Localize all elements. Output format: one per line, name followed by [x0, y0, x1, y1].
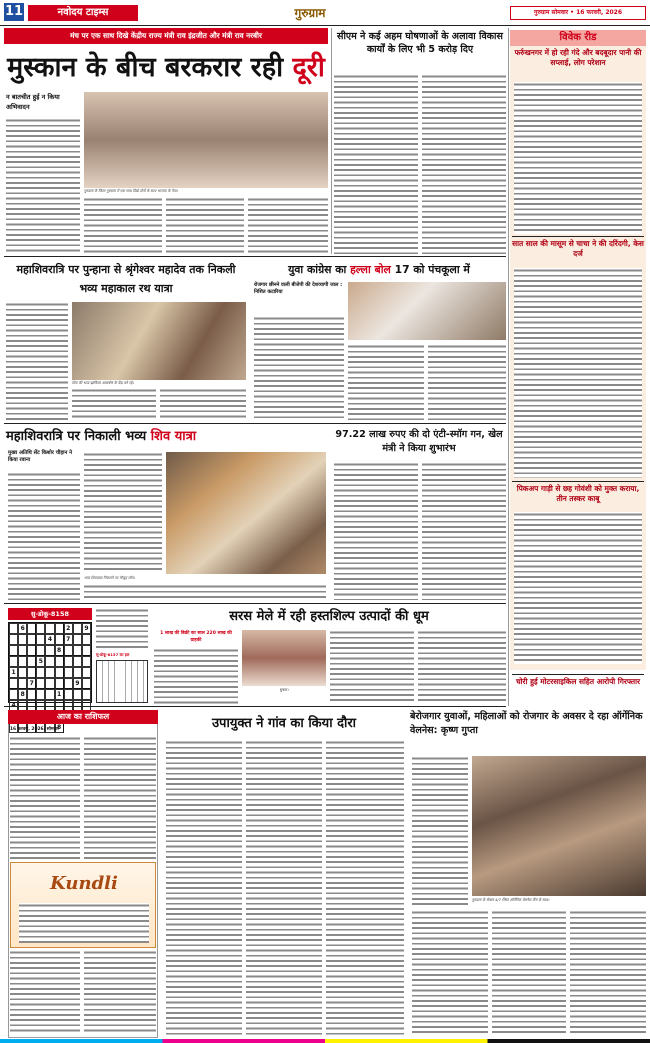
kundli-brand: Kundli	[50, 873, 118, 894]
sudoku-cell	[82, 645, 91, 656]
masthead-city: गुरुग्राम	[533, 9, 550, 16]
sudoku-cell	[55, 667, 64, 678]
horoscope-col3-text	[10, 950, 80, 1034]
minor-rule	[512, 236, 644, 237]
saras-photo-caption: सुषमा।	[279, 688, 289, 692]
sudoku-cell	[27, 656, 36, 667]
sudoku-cell	[18, 667, 27, 678]
shivyatra-headline-highlight: शिव यात्रा	[150, 429, 197, 444]
sudoku-cell	[45, 667, 54, 678]
lead-headline	[4, 46, 328, 90]
sudoku-cell	[9, 678, 18, 689]
saras-photo	[242, 630, 326, 686]
sudoku-cell	[55, 678, 64, 689]
sudoku-cell: 8	[55, 722, 64, 733]
sudoku-cell: 1	[9, 667, 18, 678]
sudoku-cell: 7	[27, 678, 36, 689]
sudoku-cell	[73, 623, 82, 634]
sudoku-cell	[82, 667, 91, 678]
upayukt-col2-text	[246, 740, 322, 1036]
sudoku-cell: 1	[55, 689, 64, 700]
sudoku-cell: 5	[36, 656, 45, 667]
saras-col2-text	[330, 630, 414, 704]
congress-headline-b: 17 को पंचकूला में	[390, 263, 470, 276]
shivyatra-photo	[166, 452, 326, 574]
employment-col1-text	[412, 756, 468, 906]
sudoku-cell	[82, 678, 91, 689]
shivyatra-headline	[6, 426, 326, 448]
top-banner: मंच पर एक साथ दिखे केंद्रीय राज्य मंत्री राव इंद्रजीत और मंत्री राव नरबीर	[4, 28, 328, 44]
pickup-text	[514, 512, 642, 664]
section-title: गुरुग्राम	[294, 6, 326, 20]
sudoku-rule	[4, 603, 506, 604]
sudoku-cell	[45, 678, 54, 689]
sudoku-cell	[36, 634, 45, 645]
shivyatra-col1-text	[8, 472, 80, 600]
sudoku-cell	[27, 623, 36, 634]
sudoku-cell	[73, 645, 82, 656]
employment-col4-text	[570, 910, 646, 1036]
sudoku-cell	[64, 667, 73, 678]
page-number: 11	[4, 4, 24, 19]
shivyatra-col2-text	[84, 452, 162, 572]
sudoku-cell	[64, 645, 73, 656]
sudoku-cell	[18, 678, 27, 689]
saras-col3-text	[418, 630, 506, 704]
sudoku-cell	[27, 667, 36, 678]
sudoku-cell	[82, 689, 91, 700]
lead-caption: गुरुग्राम के जिला गुरुग्राम में एक साथ दिखे दोनों के साथ भाजपा के नेता।	[84, 189, 178, 193]
congress-col2-text	[348, 344, 424, 420]
shivyatra-headline-text: महाशिवरात्रि पर निकाली भव्य	[6, 429, 151, 444]
shivyatra-col3-text	[84, 584, 326, 600]
lead-photo	[84, 92, 328, 188]
minor-text	[514, 268, 642, 478]
lead-headline-highlight: दूरी	[292, 52, 325, 83]
cm-headline: सीएम ने कई अहम घोषणाओं के अलावा विकास कार्यों के लिए भी 5 करोड़ दिए	[337, 31, 503, 55]
congress-sub: रोजगार छीनने वाली बीजेपी की देशव्यापी जाल : निशित कटारिया	[254, 282, 343, 295]
sudoku-cell	[45, 689, 54, 700]
sudoku-cell	[45, 656, 54, 667]
sudoku-cell	[9, 689, 18, 700]
employment-headline: बेरोजगार युवाओं, महिलाओं को रोजगार के अवसर दे रहा ऑर्गेनिक वेलनेस: कृष्ण गुप्ता	[410, 711, 643, 736]
saras-headline: सरस मेले में रही हस्तशिल्प उत्पादों की धूम	[229, 609, 429, 624]
lead-headline-text: मुस्कान के बीच बरकरार रही	[7, 52, 293, 83]
shivratri-caption: शिव की भव्य झांकियां आकर्षण के केंद्र बने रहे।	[72, 381, 134, 385]
sudoku-cell	[18, 645, 27, 656]
sudoku-cell: 6	[18, 623, 27, 634]
horoscope-date: 16 फरवरी, 2026, सोमवार	[10, 727, 59, 732]
saras-sub: 1 लाख की बिक्री का साल 220 लाख की ग्राहकी	[160, 631, 232, 643]
sudoku-cell	[36, 623, 45, 634]
upayukt-headline: उपायुक्त ने गांव का किया दौरा	[211, 716, 357, 731]
congress-headline-a: युवा कांग्रेस का	[288, 263, 351, 276]
vivek-reed-title: विवेक रीड	[510, 30, 646, 46]
sudoku-cell	[9, 656, 18, 667]
sudoku-cell	[36, 678, 45, 689]
lead-col3-text	[166, 197, 244, 253]
lead-col1-text	[6, 118, 80, 253]
congress-headline	[252, 260, 506, 280]
sudoku-cell	[73, 656, 82, 667]
theft-rule	[512, 674, 644, 675]
cm-col2-text	[422, 74, 506, 254]
saras-col1-text	[154, 648, 238, 704]
sudoku-cell: 9	[73, 678, 82, 689]
sudoku-cell	[36, 689, 45, 700]
sudoku-cell	[45, 623, 54, 634]
minor-headline: सात साल की मासूम से चाचा ने की दरिंदगी, केस दर्ज	[512, 239, 644, 258]
sudoku-cell	[55, 623, 64, 634]
shivratri-photo	[72, 302, 246, 380]
date-box	[510, 6, 646, 20]
vivek-reed-text	[514, 82, 642, 234]
sudoku-cell	[64, 678, 73, 689]
masthead-rule	[0, 25, 650, 26]
horoscope-col2-text	[84, 736, 156, 860]
congress-col1-text	[254, 316, 344, 420]
sudoku-cell	[36, 667, 45, 678]
sudoku-cell	[27, 634, 36, 645]
shivratri-col1-text	[6, 302, 68, 420]
shivratri-headline: महाशिवरात्रि पर पुन्हाना से श्रृंगेश्वर महादेव तक निकली भव्य महाकाल रथ यात्रा	[16, 263, 236, 295]
theft-headline: चोरी हुई मोटरसाइकिल सहित आरोपी गिरफ्तार	[515, 677, 641, 686]
sudoku-cell: 9	[82, 623, 91, 634]
sudoku-cell	[27, 689, 36, 700]
shivyatra-sub: मुख्य अतिथि सेंट किशोर चौहान ने किया रवाना	[8, 450, 73, 464]
sudoku-solution-title: सु-डोकू-8157 का हल	[96, 652, 130, 657]
sudoku-cell	[9, 634, 18, 645]
sudoku-cell	[9, 623, 18, 634]
sudoku-cell	[64, 656, 73, 667]
sudoku-cell	[55, 634, 64, 645]
shivyatra-caption: भव्य शिवयात्रा निकलने पर मौजूद लोग।	[84, 576, 135, 580]
sudoku-cell	[73, 634, 82, 645]
sudoku-cell	[82, 656, 91, 667]
masthead-date: सोमवार • 16 फरवरी, 2026	[551, 9, 623, 16]
sudoku-cell: 4	[45, 634, 54, 645]
vivek-reed-headline: फर्रुखनगर में हो रही गंदे और बदबूदार पानी की सप्लाई, लोग परेशान	[514, 48, 642, 67]
lead-col4-text	[248, 197, 328, 253]
sudoku-cell	[73, 689, 82, 700]
col-separator-right	[508, 28, 509, 706]
sudoku-cell	[73, 667, 82, 678]
lead-sub: न बातचीत हुई न किया अभिवादन	[6, 93, 60, 111]
sudoku-cell	[18, 634, 27, 645]
employment-col3-text	[492, 910, 566, 1036]
sudoku-cell	[36, 645, 45, 656]
sudoku-cell	[27, 645, 36, 656]
sudoku-cell	[45, 645, 54, 656]
inaugurate-headline: 97.22 लाख रुपए की दो एंटी-स्मॉग गन, खेल मंत्री ने किया शुभारंभ	[335, 429, 503, 454]
pickup-rule	[512, 481, 644, 482]
horoscope-title: आज का राशिफल	[8, 710, 158, 724]
sudoku-cell: 2	[64, 623, 73, 634]
sudoku-solution-grid	[96, 660, 148, 703]
inaugurate-col1-text	[334, 462, 418, 600]
horoscope-col4-text	[84, 950, 156, 1034]
kundli-ad-text	[19, 903, 149, 943]
sudoku-cell: 7	[64, 634, 73, 645]
inaugurate-col2-text	[422, 462, 506, 600]
shivyatra-rule	[4, 423, 506, 424]
sudoku-cell	[55, 656, 64, 667]
lead-col2-text	[84, 197, 162, 253]
congress-col3-text	[428, 344, 506, 420]
sudoku-cell	[64, 689, 73, 700]
sudoku-cell	[9, 645, 18, 656]
employment-caption: गुरुग्राम के सेक्टर 4/7 स्थित ऑर्गेनिक वेलनेस टीम के साथ।	[472, 898, 550, 902]
col-separator-left	[331, 28, 332, 254]
sudoku-title: सु-डोकू-8158	[8, 608, 92, 620]
horoscope-col1-text	[10, 736, 80, 860]
pickup-headline: पिकअप गाड़ी से छह गोवंशी को मुक्त कराया, तीन तस्कर काबू	[516, 484, 640, 503]
upayukt-col1-text	[166, 740, 242, 1036]
registration-strip	[0, 1039, 650, 1043]
employment-photo	[472, 756, 646, 896]
masthead	[0, 0, 650, 26]
sudoku-cell: 8	[55, 645, 64, 656]
paper-name: नवोदय टाइम्स	[28, 5, 138, 21]
shivratri-col3-text	[160, 388, 246, 420]
upayukt-col3-text	[326, 740, 404, 1036]
sudoku-cell	[18, 656, 27, 667]
shivratri-rule	[4, 256, 506, 257]
sudoku-cell: 8	[18, 689, 27, 700]
employment-col2-text	[412, 910, 488, 1036]
horoscope-rule	[4, 706, 506, 707]
sudoku-cell	[82, 634, 91, 645]
cm-col1-text	[334, 74, 418, 254]
kundli-ad	[10, 862, 156, 948]
shivratri-col2-text	[72, 388, 156, 420]
congress-photo	[348, 282, 506, 340]
congress-headline-highlight: हल्ला बोल	[350, 263, 391, 276]
sudoku-rules-text	[96, 608, 148, 648]
